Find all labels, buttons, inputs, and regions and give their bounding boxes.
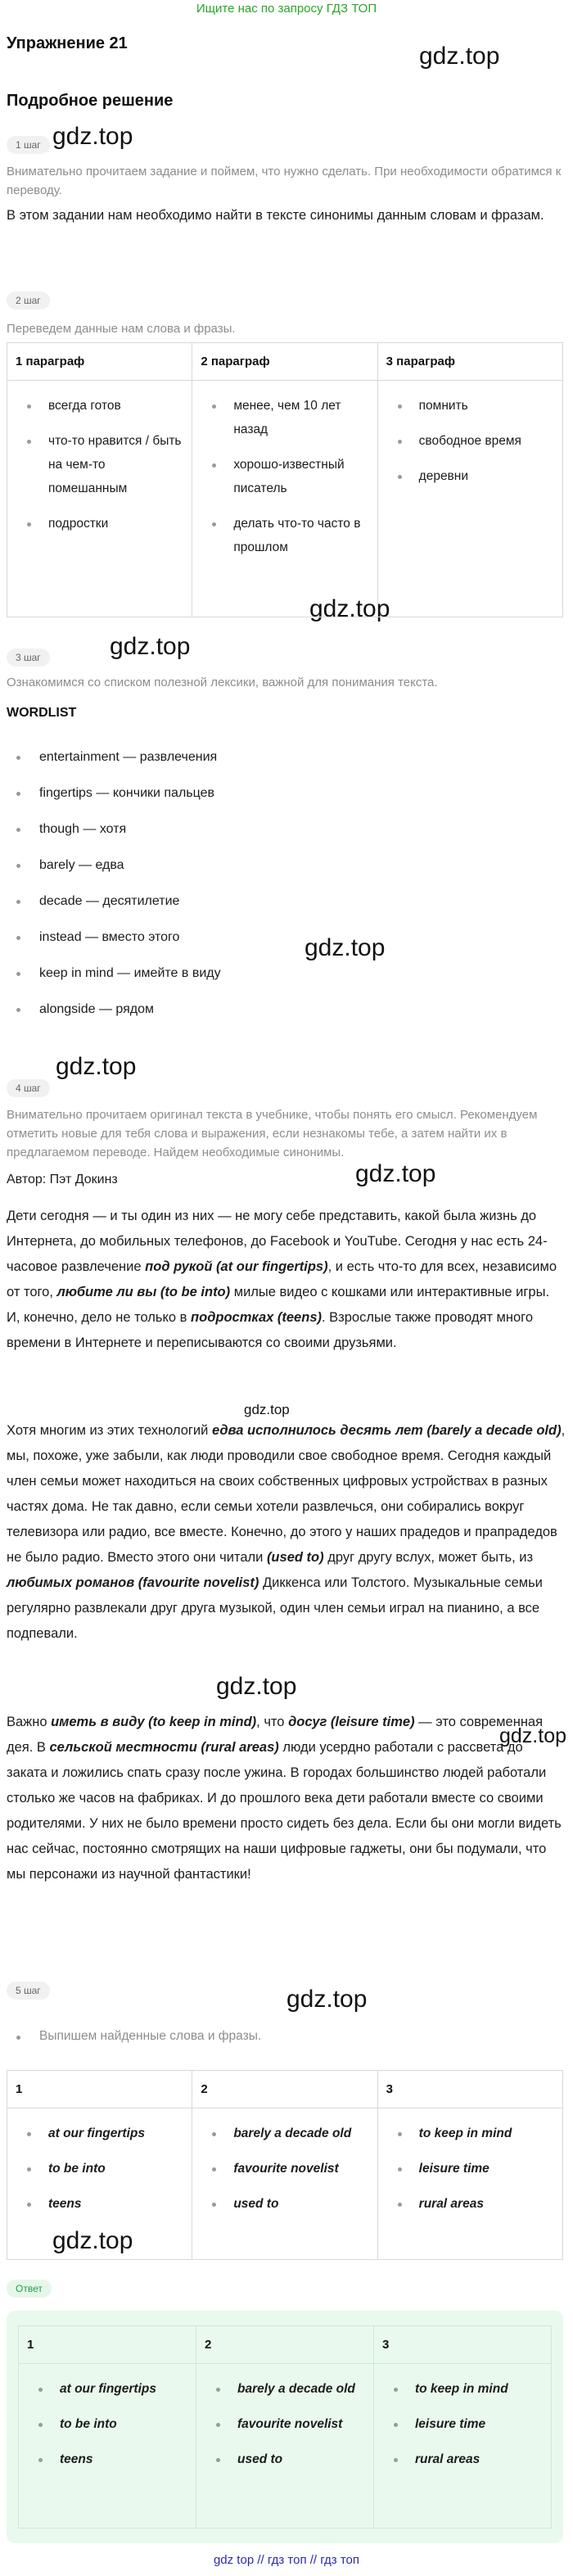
step-5-hint: Выпишем найденные слова и фразы.: [15, 2029, 261, 2044]
watermark: gdz.top: [244, 1402, 290, 1417]
text-paragraph-2: Хотя многим из этих технологий едва исполнилось десять лет (barely a decade old), мы, похоже, уже забыли, как люди проводили свое свободное время. Сегодня каждый член семьи может находиться на своих собственных цифровых устройствах в разных частях дома. Не так давно, если семьи хотели развлечься, они собирались вокруг телевизора или радио, все вместе. Конечно, до этого у наших прадедов и прапрадедов не было радио. Вместо этого они читали (used to) друг другу вслух, может быть, из любимых романов (favourite novelist) Диккенса или Толстого. Музыкальные семьи регулярно развлекали друг друга музыкой, один член семьи играл на пианино, а все подпевали.: [7, 1423, 566, 1641]
page-title: Упражнение 21: [7, 34, 128, 52]
translation-table: [7, 342, 563, 617]
list-item: подростки: [25, 512, 183, 536]
list-item: leisure time: [392, 2412, 543, 2436]
list-item: хорошо-известный писатель: [210, 453, 368, 500]
list-item: to keep in mind: [396, 2122, 554, 2145]
list-item: though — хотя: [15, 820, 221, 856]
result-table: [7, 2070, 563, 2260]
list-item: at our fingertips: [37, 2377, 187, 2401]
table-header: 3 параграф: [377, 343, 562, 380]
step-5-badge: 5 шаг: [7, 1982, 50, 2000]
watermark: gdz.top: [499, 1724, 567, 1747]
step-4-hint: Внимательно прочитаем оригинал текста в учебнике, чтобы понять его смысл. Рекомендуем отметить новые для тебя слова и выражения, если незнакомы тебе, а затем найти их в предлагаемом переводе. Найдем необходимые синонимы.: [7, 1108, 538, 1159]
step-2-badge: 2 шаг: [7, 291, 50, 310]
list-item: rural areas: [392, 2447, 543, 2471]
top-banner[interactable]: Ищите нас по запросу ГДЗ ТОП: [196, 2, 377, 16]
list-item: teens: [37, 2447, 187, 2471]
list-item: всегда готов: [25, 394, 183, 418]
list-item: keep in mind — имейте в виду: [15, 965, 221, 1001]
list-item: fingertips — кончики пальцев: [15, 784, 221, 820]
text-paragraph-3: Важно иметь в виду (to keep in mind), что досуг (leisure time) — это современная дея. В сельской местности (rural areas) люди усердно работали с рассвета до заката и ложились спать сразу после ужина. В городах большинство людей работали столько же часов на фабриках. И до прошлого века дети работали вместе со своими родителями. У них не было времени просто сидеть без дела. Если бы они могли видеть нас сейчас, постоянно смотрящих на наши цифровые гаджеты, они бы подумали, что мы персонажи из научной фантастики!: [7, 1715, 562, 1882]
list-item: used to: [214, 2447, 365, 2471]
watermark: gdz.top: [286, 1986, 368, 2013]
table-header: 1: [27, 2338, 34, 2352]
table-header: 3: [377, 2071, 562, 2108]
watermark: gdz.top: [419, 43, 500, 70]
answer-badge: Ответ: [7, 2280, 52, 2298]
wordlist-title: WORDLIST: [7, 706, 77, 720]
list-item: to keep in mind: [392, 2377, 543, 2401]
list-item: менее, чем 10 лет назад: [210, 394, 368, 441]
table-header: 3: [373, 2326, 551, 2363]
list-item: favourite novelist: [210, 2157, 368, 2181]
step-2-hint: Переведем данные нам слова и фразы.: [7, 322, 236, 336]
list-item: decade — десятилетие: [15, 893, 221, 929]
list-item: barely a decade old: [214, 2377, 365, 2401]
list-item: делать что-то часто в прошлом: [210, 512, 368, 559]
answer-table: [18, 2325, 552, 2529]
list-item: деревни: [396, 464, 554, 488]
step-1-text: В этом задании нам необходимо найти в тексте синонимы данным словам и фразам.: [7, 208, 544, 223]
step-3-hint: Ознакомимся со списком полезной лексики, важной для понимания текста.: [7, 676, 438, 689]
watermark: gdz.top: [309, 595, 390, 622]
answer-box: [7, 2311, 563, 2543]
list-item: rural areas: [396, 2192, 554, 2216]
watermark: gdz.top: [216, 1673, 297, 1700]
watermark: gdz.top: [110, 633, 191, 660]
list-item: to be into: [25, 2157, 183, 2181]
list-item: instead — вместо этого: [15, 929, 221, 965]
watermark: gdz.top: [355, 1160, 436, 1187]
list-item: entertainment — развлечения: [15, 748, 221, 784]
table-header: 2 параграф: [192, 343, 377, 380]
list-item: leisure time: [396, 2157, 554, 2181]
list-item: teens: [25, 2192, 183, 2216]
wordlist: [15, 748, 221, 1037]
watermark: gdz.top: [52, 2227, 133, 2254]
list-item: alongside — рядом: [15, 1001, 221, 1037]
list-item: помнить: [396, 394, 554, 418]
author: Автор: Пэт Докинз: [7, 1173, 118, 1186]
watermark: gdz.top: [305, 934, 386, 961]
table-header: 1: [16, 2082, 23, 2096]
page-subtitle: Подробное решение: [7, 92, 174, 110]
table-header: 2: [196, 2326, 373, 2363]
list-item: at our fingertips: [25, 2122, 183, 2145]
step-3-badge: 3 шаг: [7, 649, 50, 667]
step-4-badge: 4 шаг: [7, 1079, 50, 1097]
table-header: 2: [192, 2071, 377, 2108]
watermark: gdz.top: [52, 123, 133, 150]
text-paragraph-1: Дети сегодня — и ты один из них — не могу себе представить, какой была жизнь до Интернета, до мобильных телефонов, до Facebook и YouTube. Сегодня у нас есть 24-часовое развлечение под рукой (at our fingertips), и есть что-то для всех, независимо от того, любите ли вы (to be into) милые видео с кошками или интерактивные игры. И, конечно, дело не только в подростках (teens). Взрослые также проводят много времени в Интернете и переписываются со своими друзьями.: [7, 1209, 557, 1350]
table-header: 1 параграф: [16, 355, 85, 368]
list-item: used to: [210, 2192, 368, 2216]
list-item: barely a decade old: [210, 2122, 368, 2145]
list-item: to be into: [37, 2412, 187, 2436]
list-item: свободное время: [396, 429, 554, 453]
list-item: barely — едва: [15, 856, 221, 893]
list-item: favourite novelist: [214, 2412, 365, 2436]
footer-links[interactable]: gdz top // гдз топ // гдз топ: [213, 2553, 360, 2567]
step-1-hint: Внимательно прочитаем задание и поймем, что нужно сделать. При необходимости обратимся к переводу.: [7, 165, 562, 197]
step-1-badge: 1 шаг: [7, 136, 50, 154]
list-item: что-то нравится / быть на чем-то помешанным: [25, 429, 183, 500]
watermark: gdz.top: [56, 1053, 137, 1080]
